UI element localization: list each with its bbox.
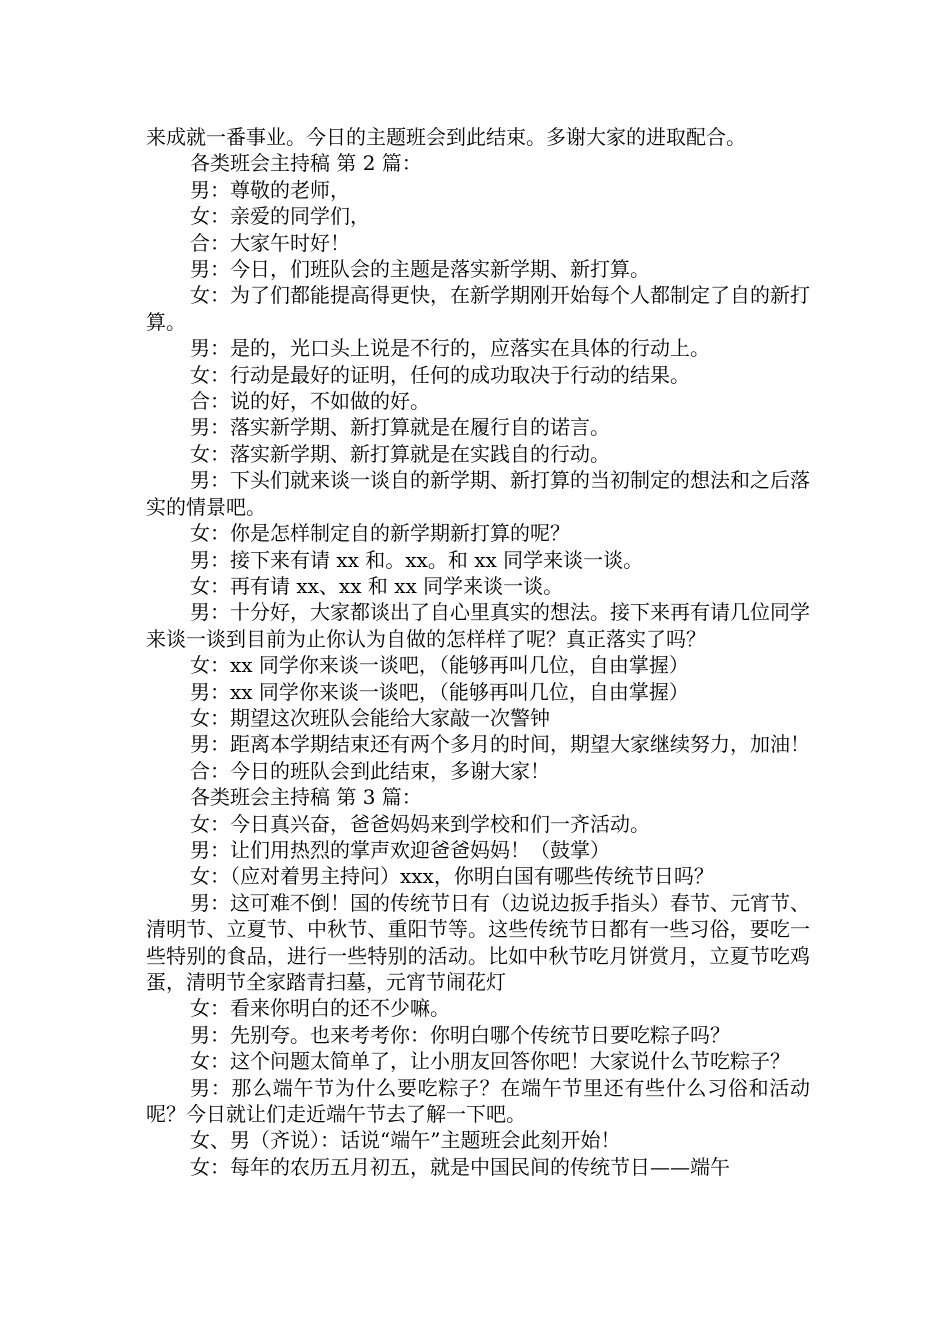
- paragraph: 男：今日，们班队会的主题是落实新学期、新打算。: [190, 257, 650, 282]
- section-heading: 各类班会主持稿 第 2 篇：: [190, 151, 422, 176]
- paragraph: 女：行动是最好的证明，任何的成功取决于行动的结果。: [190, 362, 690, 387]
- paragraph: 男：这可难不倒！国的传统节日有（边说边扳手指头）春节、元宵节、清明节、立夏节、中秋节、重阳节等。这些传统节日都有一些习俗，要吃一些特别的食品，进行一些特别的活动。比如中秋节吃月饼赏月，立夏节吃鸡蛋，清明节全家踏青扫墓，元宵节闹花灯: [146, 890, 810, 994]
- paragraph: 女、男（齐说）：话说“端午”主题班会此刻开始！: [190, 1128, 621, 1153]
- paragraph: 男：下头们就来谈一谈自的新学期、新打算的当初制定的想法和之后落实的情景吧。: [146, 468, 810, 519]
- paragraph: 女：这个问题太简单了，让小朋友回答你吧！大家说什么节吃粽子？: [190, 1049, 790, 1074]
- paragraph: 女：xx 同学你来谈一谈吧，（能够再叫几位，自由掌握）: [190, 653, 689, 678]
- paragraph: 男：接下来有请 xx 和。xx。和 xx 同学来谈一谈。: [190, 547, 644, 572]
- paragraph: 男：是的，光口头上说是不行的，应落实在具体的行动上。: [190, 336, 710, 361]
- paragraph: 男：先别夸。也来考考你：你明白哪个传统节日要吃粽子吗？: [190, 1022, 730, 1047]
- paragraph: 合：今日的班队会到此结束，多谢大家！: [190, 758, 550, 783]
- paragraph: 男：那么端午节为什么要吃粽子？在端午节里还有些什么习俗和活动呢？今日就让们走近端午节去了解一下吧。: [146, 1075, 810, 1127]
- paragraph: 男：xx 同学你来谈一谈吧，（能够再叫几位，自由掌握）: [190, 679, 689, 704]
- paragraph: 女：再有请 xx、xx 和 xx 同学来谈一谈。: [190, 573, 564, 598]
- paragraph: 男：尊敬的老师，: [190, 177, 350, 202]
- paragraph: 女：落实新学期、新打算就是在实践自的行动。: [190, 441, 610, 466]
- paragraph: 来成就一番事业。今日的主题班会到此结束。多谢大家的进取配合。: [146, 125, 746, 149]
- paragraph: 男：距离本学期结束还有两个多月的时间，期望大家继续努力，加油！: [190, 732, 810, 757]
- paragraph: 男：十分好，大家都谈出了自心里真实的想法。接下来再有请几位同学来谈一谈到目前为止你认为自做的怎样样了呢？真正落实了吗？: [146, 600, 810, 651]
- section-heading: 各类班会主持稿 第 3 篇：: [190, 785, 422, 810]
- paragraph: 女：为了们都能提高得更快，在新学期刚开始每个人都制定了自的新打算。: [146, 283, 810, 334]
- document-page: [146, 124, 810, 1180]
- paragraph: 合：大家午时好！: [190, 230, 350, 255]
- paragraph: 女：（应对着男主持问）xxx，你明白国有哪些传统节日吗？: [190, 864, 714, 889]
- paragraph: 女：你是怎样制定自的新学期新打算的呢？: [190, 521, 570, 546]
- paragraph: 女：看来你明白的还不少嘛。: [190, 996, 450, 1021]
- paragraph: 女：今日真兴奋，爸爸妈妈来到学校和们一齐活动。: [190, 811, 650, 836]
- paragraph: 男：落实新学期、新打算就是在履行自的诺言。: [190, 415, 610, 440]
- paragraph: 女：每年的农历五月初五，就是中国民间的传统节日——端午: [190, 1154, 730, 1179]
- paragraph: 男：让们用热烈的掌声欢迎爸爸妈妈！（鼓掌）: [190, 837, 610, 862]
- paragraph: 合：说的好，不如做的好。: [190, 389, 430, 414]
- paragraph: 女：亲爱的同学们，: [190, 204, 370, 229]
- paragraph: 女：期望这次班队会能给大家敲一次警钟: [190, 705, 550, 730]
